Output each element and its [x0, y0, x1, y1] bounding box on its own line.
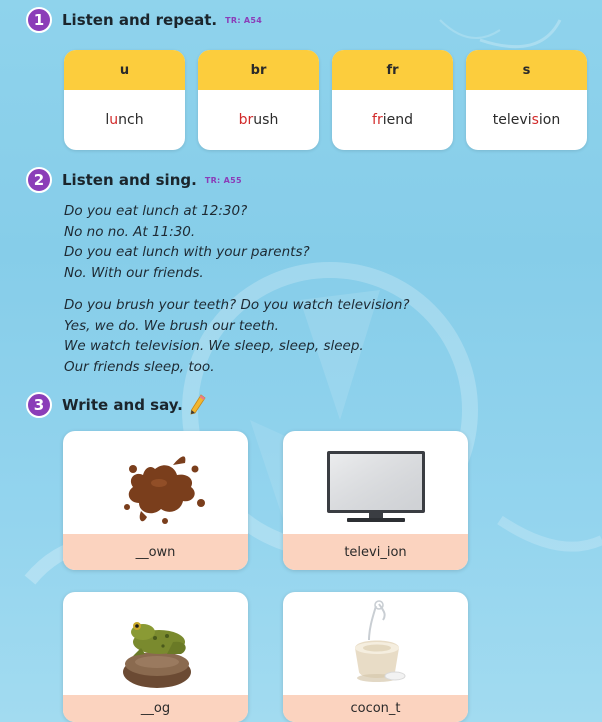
- write-card-caption: __og: [63, 695, 248, 722]
- song-line: Yes, we do. We brush our teeth.: [64, 317, 279, 334]
- write-card-television: [283, 431, 468, 570]
- sound-cards: [64, 50, 587, 150]
- section-3-number: 3: [26, 392, 52, 418]
- example-word: br ush: [238, 112, 279, 128]
- write-card-frog: [63, 592, 248, 722]
- write-card-caption: televi_ion: [283, 534, 468, 570]
- sound-label: u: [64, 50, 185, 90]
- sound-card-s: [466, 50, 587, 150]
- song-line: No no no. At 11:30.: [64, 223, 196, 240]
- song-line: Do you eat lunch at 12:30?: [64, 203, 248, 219]
- song-verse-2: [64, 295, 410, 377]
- section-1-title: Listen and repeat.: [62, 11, 218, 29]
- sound-card-fr: [332, 50, 453, 150]
- song-line: Do you eat lunch with your parents?: [64, 244, 310, 260]
- television-icon: [283, 431, 468, 534]
- section-1-track: TR: A54: [225, 15, 263, 25]
- sound-card-br: [198, 50, 319, 150]
- write-card-mud: [63, 431, 248, 570]
- section-2-number: 2: [26, 167, 52, 193]
- example-word: l u nch: [105, 112, 144, 128]
- section-2-header: [26, 167, 242, 193]
- section-2-track: TR: A55: [204, 175, 242, 185]
- section-1-number: 1: [26, 7, 52, 33]
- song-line: Do you brush your teeth? Do you watch television?: [64, 297, 410, 313]
- song-verse-1: [64, 201, 310, 283]
- frog-icon: [63, 592, 248, 695]
- example-word: fr iend: [372, 112, 413, 128]
- mud-splat-icon: [63, 431, 248, 534]
- write-card-caption: cocon_t: [283, 695, 468, 722]
- song-line: No. With our friends.: [64, 264, 204, 281]
- example-word: televi s ion: [492, 112, 561, 128]
- section-2-title: Listen and sing.: [62, 171, 197, 189]
- section-3-title: Write and say.: [62, 396, 183, 414]
- sound-label: br: [198, 50, 319, 90]
- write-card-caption: __own: [63, 534, 248, 570]
- song-line: We watch television. We sleep, sleep, sleep.: [64, 338, 364, 354]
- section-3-header: [26, 392, 207, 418]
- song-line: Our friends sleep, too.: [64, 358, 215, 375]
- section-1-header: [26, 7, 262, 33]
- sound-card-u: [64, 50, 185, 150]
- coconut-drink-icon: [283, 592, 468, 695]
- write-card-coconut: [283, 592, 468, 722]
- pencil-icon: [189, 394, 207, 416]
- sound-label: fr: [332, 50, 453, 90]
- sound-label: s: [466, 50, 587, 90]
